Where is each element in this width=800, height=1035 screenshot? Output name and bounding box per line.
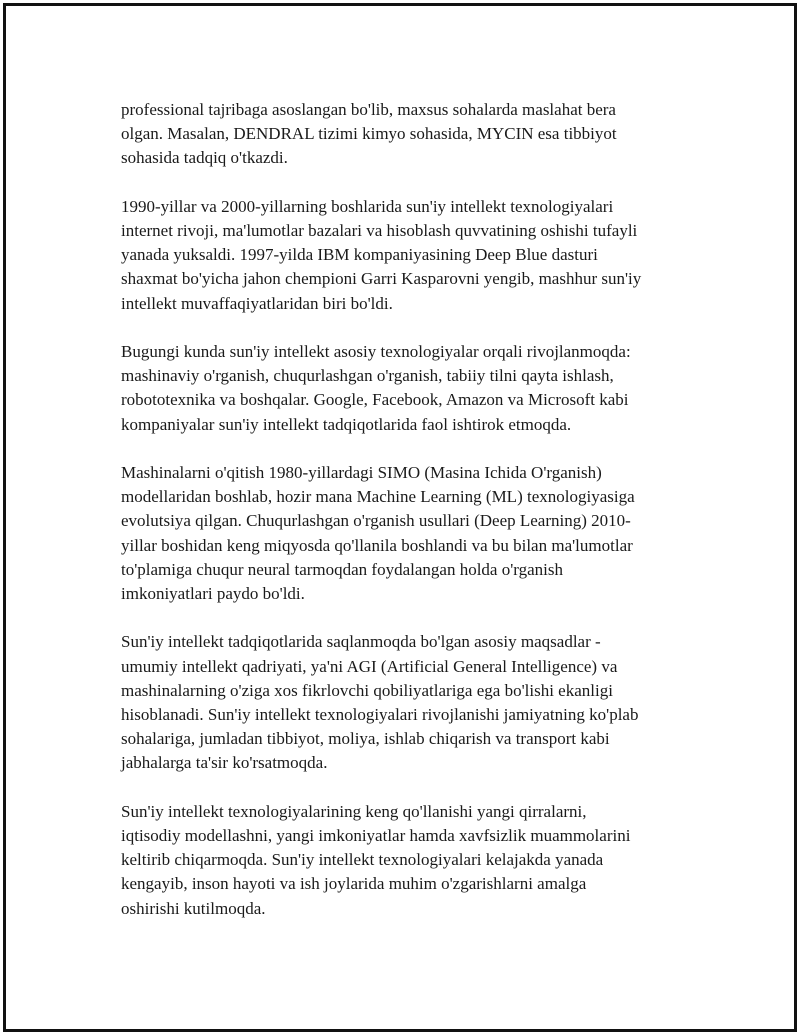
text-line: 1990-yillar va 2000-yillarning boshlarida sun'iy intellekt texnologiyalari (121, 196, 614, 216)
text-line: jabhalarga ta'sir ko'rsatmoqda. (121, 753, 328, 773)
text-line: modellaridan boshlab, hozir mana Machine Learning (ML) texnologiyasiga (121, 487, 635, 507)
text-line: intellekt muvaffaqiyatlaridan biri bo'ldi. (121, 293, 393, 313)
page-frame (3, 3, 797, 1032)
paragraph-3 (121, 340, 701, 437)
text-line: umumiy intellekt qadriyati, ya'ni AGI (Artificial General Intelligence) va (121, 656, 618, 676)
text-line: to'plamiga chuqur neural tarmoqdan foydalangan holda o'rganish (121, 559, 564, 579)
document-body (121, 98, 701, 945)
text-line: professional tajribaga asoslangan bo'lib, maxsus sohalarda maslahat bera (121, 100, 616, 119)
text-line: oshirishi kutilmoqda. (121, 898, 266, 918)
text-line: olgan. Masalan, DENDRAL tizimi kimyo sohasida, MYCIN esa tibbiyot (121, 124, 617, 144)
text-line: mashinalarning o'ziga xos fikrlovchi qobiliyatlariga ega bo'lishi ekanligi (121, 680, 613, 700)
text-line: kengayib, inson hayoti va ish joylarida muhim o'zgarishlarni amalga (121, 874, 587, 894)
text-line: keltirib chiqarmoqda. Sun'iy intellekt texnologiyalari kelajakda yanada (121, 850, 604, 870)
text-line: sohalariga, jumladan tibbiyot, moliya, ishlab chiqarish va transport kabi (121, 729, 610, 749)
text-line: evolutsiya qilgan. Chuqurlashgan o'rganish usullari (Deep Learning) 2010- (121, 511, 631, 531)
text-line: sohasida tadqiq o'tkazdi. (121, 148, 288, 168)
text-line: Sun'iy intellekt texnologiyalarining keng qo'llanishi yangi qirralarni, (121, 801, 587, 821)
paragraph-1 (121, 98, 701, 171)
text-line: iqtisodiy modellashni, yangi imkoniyatlar hamda xavfsizlik muammolarini (121, 826, 631, 846)
text-line: yanada yuksaldi. 1997-yilda IBM kompaniyasining Deep Blue dasturi (121, 245, 598, 265)
text-line: Mashinalarni o'qitish 1980-yillardagi SIMO (Masina Ichida O'rganish) (121, 463, 602, 482)
text-line: kompaniyalar sun'iy intellekt tadqiqotlarida faol ishtirok etmoqda. (121, 414, 572, 434)
text-line: robototexnika va boshqalar. Google, Facebook, Amazon va Microsoft kabi (121, 390, 629, 410)
text-line: mashinaviy o'rganish, chuqurlashgan o'rganish, tabiiy tilni qayta ishlash, (121, 366, 614, 386)
text-line: hisoblanadi. Sun'iy intellekt texnologiyalari rivojlanishi jamiyatning ko'plab (121, 705, 639, 725)
text-line: Sun'iy intellekt tadqiqotlarida saqlanmoqda bo'lgan asosiy maqsadlar - (121, 632, 601, 652)
text-line: shaxmat bo'yicha jahon chempioni Garri Kasparovni yengib, mashhur sun'iy (121, 269, 642, 289)
paragraph-2 (121, 195, 701, 316)
text-line: yillar boshidan keng miqyosda qo'llanila boshlandi va bu bilan ma'lumotlar (121, 535, 633, 555)
text-line: imkoniyatlari paydo bo'ldi. (121, 584, 305, 604)
paragraph-4 (121, 461, 701, 606)
text-line: Bugungi kunda sun'iy intellekt asosiy texnologiyalar orqali rivojlanmoqda: (121, 342, 631, 361)
paragraph-6 (121, 800, 701, 921)
text-line: internet rivoji, ma'lumotlar bazalari va hisoblash quvvatining oshishi tufayli (121, 221, 638, 240)
paragraph-5 (121, 630, 701, 775)
